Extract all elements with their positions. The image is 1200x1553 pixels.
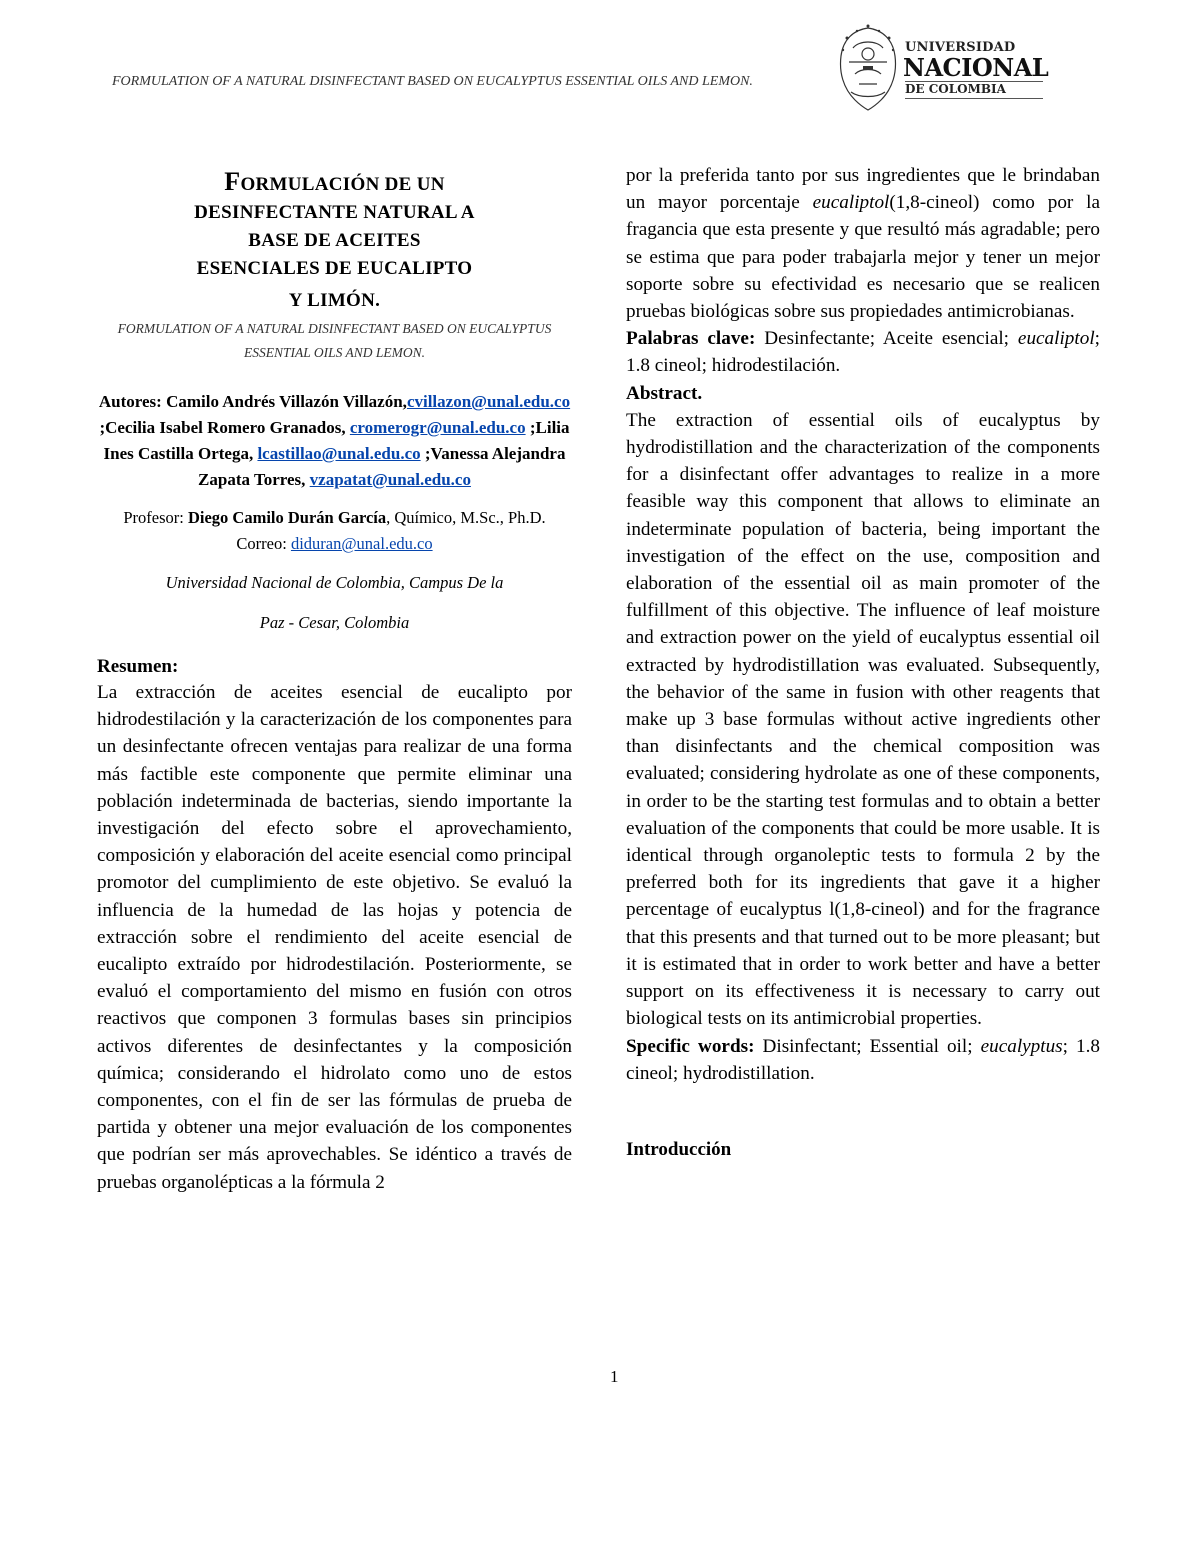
logo-line3: DE COLOMBIA xyxy=(905,82,1006,96)
author-email-link[interactable]: vzapatat@unal.edu.co xyxy=(309,470,471,489)
keywords-en xyxy=(626,1033,1100,1087)
authors-text: ;Lilia Ines Castilla Ortega, xyxy=(103,418,570,463)
page-number: 1 xyxy=(610,1367,619,1386)
abstract-text: The extraction of essential oils of eucalyptus by hydrodistillation and the characterization of the components for a disinfectant offer advantages to realize in a more feasible way this component that allows to eliminate an indeterminate population of bacteria, being important the investigation of the effect on the use, composition and elaboration of the essential oil as main promoter of the fulfillment of this objective. The influence of leaf moisture and extraction power on the yield of eucalyptus essential oil extracted by hydrodistillation was evaluated. Subsequently, the behavior of the same in fusion with other reagents that make up 3 base formulas without active ingredients other than disinfectants and the chemical composition was evaluated; considering hydrolate as one of these components, in order to be the starting test formulas and to obtain a better evaluation of the components that could be more usable. It is identical through organoleptic tests to formula 2 by the preferred both for its ingredients that gave it a higher percentage of eucalyptus l(1,8-cineol) and for the fragrance that this presents and that turned out to be more pleasant; but it is estimated that in order to work better and have a better support on its effectiveness it is necessary to carry out biological tests on its antimicrobial properties. xyxy=(626,409,1100,1030)
logo-line1: UNIVERSIDAD xyxy=(905,40,1016,55)
title-line: ESENCIALES DE EUCALIPTO xyxy=(196,258,473,279)
affiliation-line: Universidad Nacional de Colombia, Campus De la xyxy=(165,573,504,592)
running-title: FORMULATION OF A NATURAL DISINFECTANT BASED ON EUCALYPTUS ESSENTIAL OILS AND LEMON. xyxy=(112,74,753,89)
author-email-link[interactable]: cromerogr@unal.edu.co xyxy=(349,418,526,437)
resumen-text: La extracción de aceites esencial de eucalipto por hidrodestilación y la caracterización de los componentes para un desinfectante ofrecen ventajas para realizar de una forma más factible este componente que permite eliminar una población indeterminada de bacterias, siendo importante la investigación del efecto sobre el aprovechamiento, composición y elaboración del aceite esencial como principal promotor del cumplimiento de este objetivo. Se evaluó la influencia de la humedad de las hojas y potencia de extracción sobre el rendimiento del aceite esencial de eucalipto extraído por hidrodestilación. Posteriormente, se evaluó el comportamiento del mismo en fusión con otros reactivos que componen 3 formulas bases sin principios activos diferentes de desinfectantes y la composición química; considerando el hidrolato como uno de estos componentes, con el fin de ser las fórmulas de prueba de partida y obtener una mejor evaluación de los componentes que podrían ser más aprovechables. Se idéntico a través de pruebas organolépticas a la fórmula 2 xyxy=(97,682,572,1193)
title-line: Y LIMÓN. xyxy=(288,290,381,311)
authors-block xyxy=(97,389,572,493)
professor-credentials: , Químico, M.Sc., Ph.D. xyxy=(386,508,546,527)
keywords-label: Palabras clave: xyxy=(626,328,756,350)
author-email-link[interactable]: cvillazon@unal.edu.co xyxy=(406,392,571,411)
introduccion-heading: Introducción xyxy=(626,1138,732,1160)
correo-label: Correo: xyxy=(236,534,291,553)
title-line: BASE DE ACEITES xyxy=(248,230,421,251)
professor-block xyxy=(97,505,572,557)
authors-text: ;Vanessa Alejandra Zapata Torres, xyxy=(198,444,566,489)
specific-words-text: ; 1.8 cineol; hydrodistillation. xyxy=(626,1035,1101,1084)
seal-icon xyxy=(833,22,903,112)
keywords-text: Desinfectante; Aceite esencial; xyxy=(755,328,1018,350)
title-initial: F xyxy=(224,167,241,196)
affiliation xyxy=(97,563,572,643)
keywords-es xyxy=(626,325,1100,379)
resumen-cont-text: por la preferida tanto por sus ingredientes que le brindaban un mayor porcentaje xyxy=(626,165,1100,214)
abstract-heading: Abstract. xyxy=(626,382,703,404)
title-line: DESINFECTANTE NATURAL A xyxy=(194,202,475,223)
professor-label: Profesor: xyxy=(123,508,188,527)
resumen-continuation xyxy=(626,162,1100,325)
authors-text: Autores: Camilo Andrés Villazón Villazón, xyxy=(98,392,407,411)
title-line: ORMULACIÓN DE UN xyxy=(240,174,445,195)
resumen-cont-italic: eucaliptol xyxy=(812,192,890,214)
authors-text: ;Cecilia Isabel Romero Granados, xyxy=(99,418,350,437)
logo-line2: NACIONAL xyxy=(903,53,1049,82)
specific-words-text: Disinfectant; Essential oil; xyxy=(754,1035,981,1057)
professor-email-link[interactable]: diduran@unal.edu.co xyxy=(290,534,433,553)
author-email-link[interactable]: lcastillao@unal.edu.co xyxy=(257,444,421,463)
running-header xyxy=(112,70,802,94)
paper-title xyxy=(117,168,552,315)
logo-rule xyxy=(905,98,1043,99)
resumen-heading: Resumen: xyxy=(97,656,179,677)
resumen-cont-text: (1,8-cineol) como por la fragancia que esta presente y que resultó más agradable; pero se estima que para poder trabajarla mejor y tener un mejor soporte sobre su efectividad es necesario que se realicen pruebas biológicas sobre sus propiedades antimicrobianas. xyxy=(626,192,1100,323)
right-column xyxy=(626,162,1100,1161)
affiliation-line: Paz - Cesar, Colombia xyxy=(259,613,410,632)
keywords-italic: eucaliptol xyxy=(1017,328,1095,350)
professor-name: Diego Camilo Durán García xyxy=(187,508,387,527)
specific-words-italic: eucalyptus xyxy=(980,1035,1063,1057)
specific-words-label: Specific words: xyxy=(626,1035,755,1057)
english-subtitle: FORMULATION OF A NATURAL DISINFECTANT BASED ON EUCALYPTUS ESSENTIAL OILS AND LEMON. xyxy=(117,321,552,360)
university-logo xyxy=(833,22,1048,114)
left-column xyxy=(97,168,572,1196)
keywords-text: ; 1.8 cineol; hidrodestilación. xyxy=(626,328,1100,377)
